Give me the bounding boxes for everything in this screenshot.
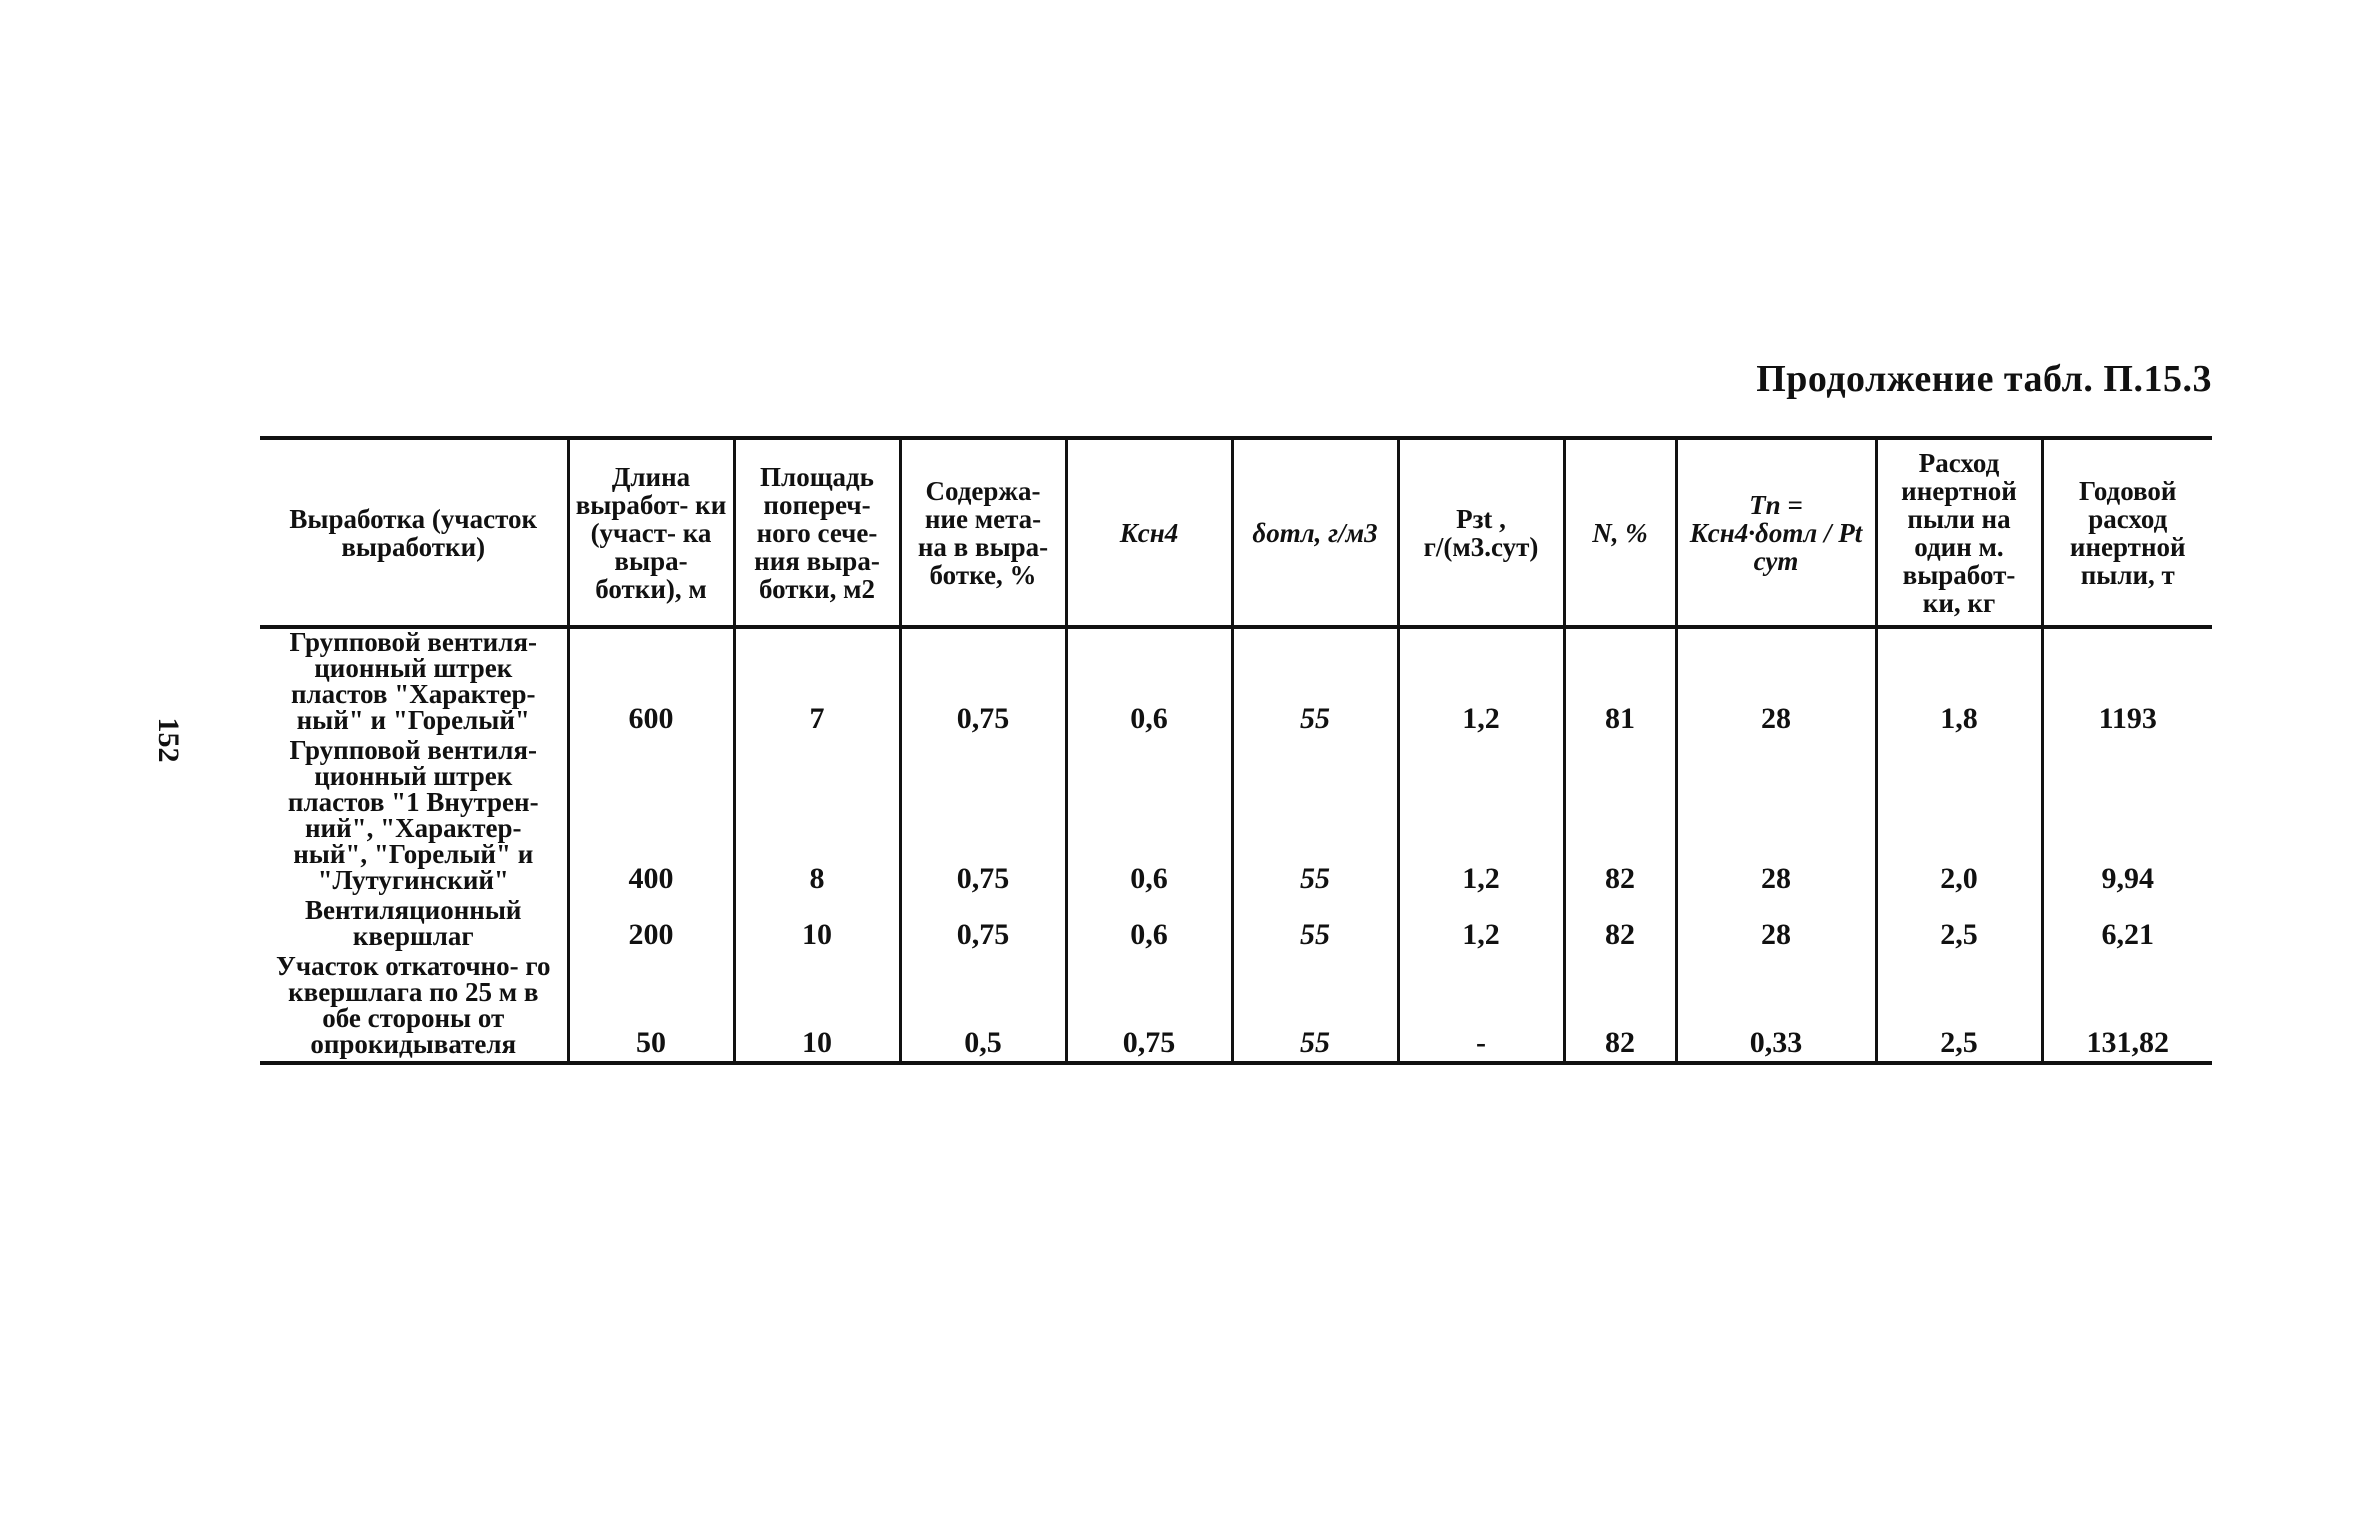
cell-n: 82: [1564, 737, 1676, 897]
cell-length: 200: [568, 897, 734, 953]
header-p: Pзt , г/(м3.сут): [1398, 438, 1564, 627]
cell-area: 7: [734, 627, 900, 737]
cell-rate: 2,5: [1876, 897, 2042, 953]
table-row: [260, 627, 2212, 737]
cell-t: 28: [1676, 897, 1876, 953]
cell-working: Групповой вентиля- ционный штрек пластов "Характер- ный" и "Горелый": [260, 627, 568, 737]
cell-methane: 0,5: [900, 953, 1066, 1063]
header-length: Длина выработ- ки (участ- ка выра- ботки), м: [568, 438, 734, 627]
cell-p: -: [1398, 953, 1564, 1063]
cell-t: 28: [1676, 737, 1876, 897]
cell-k: 0,6: [1066, 737, 1232, 897]
cell-rate: 1,8: [1876, 627, 2042, 737]
cell-working: Участок откаточно- го квершлага по 25 м в обе стороны от опрокидывателя: [260, 953, 568, 1063]
cell-annual: 9,94: [2042, 737, 2212, 897]
cell-k: 0,6: [1066, 627, 1232, 737]
header-k-ch4: Kсн4: [1066, 438, 1232, 627]
cell-p: 1,2: [1398, 737, 1564, 897]
cell-length: 50: [568, 953, 734, 1063]
cell-t: 28: [1676, 627, 1876, 737]
cell-length: 600: [568, 627, 734, 737]
header-row: [260, 438, 2212, 627]
cell-p: 1,2: [1398, 627, 1564, 737]
header-methane: Содержа- ние мета- на в выра- ботке, %: [900, 438, 1066, 627]
header-delta: δотл, г/м3: [1232, 438, 1398, 627]
cell-area: 10: [734, 897, 900, 953]
table-caption: Продолжение табл. П.15.3: [1756, 358, 2212, 400]
cell-annual: 131,82: [2042, 953, 2212, 1063]
cell-t: 0,33: [1676, 953, 1876, 1063]
cell-p: 1,2: [1398, 897, 1564, 953]
cell-delta: 55: [1232, 627, 1398, 737]
cell-n: 81: [1564, 627, 1676, 737]
header-t-formula: Tп = Kсн4·δотл / Pt сут: [1676, 438, 1876, 627]
cell-n: 82: [1564, 953, 1676, 1063]
cell-annual: 1193: [2042, 627, 2212, 737]
cell-k: 0,6: [1066, 897, 1232, 953]
cell-methane: 0,75: [900, 627, 1066, 737]
cell-working: Вентиляционный квершлаг: [260, 897, 568, 953]
header-n: N, %: [1564, 438, 1676, 627]
cell-area: 8: [734, 737, 900, 897]
header-area: Площадь попереч- ного сече- ния выра- ботки, м2: [734, 438, 900, 627]
table-row: [260, 953, 2212, 1063]
cell-rate: 2,0: [1876, 737, 2042, 897]
cell-methane: 0,75: [900, 897, 1066, 953]
cell-delta: 55: [1232, 737, 1398, 897]
header-dust-rate: Расход инертной пыли на один м. выработ- ки, кг: [1876, 438, 2042, 627]
cell-delta: 55: [1232, 953, 1398, 1063]
header-annual: Годовой расход инертной пыли, т: [2042, 438, 2212, 627]
table-row: [260, 737, 2212, 897]
cell-working: Групповой вентиля- ционный штрек пластов "1 Внутрен- ний", "Характер- ный", "Горелый" и "Лутугинский": [260, 737, 568, 897]
table-row: [260, 897, 2212, 953]
page-number: 152: [152, 717, 185, 763]
cell-length: 400: [568, 737, 734, 897]
cell-annual: 6,21: [2042, 897, 2212, 953]
cell-n: 82: [1564, 897, 1676, 953]
header-working: Выработка (участок выработки): [260, 438, 568, 627]
cell-k: 0,75: [1066, 953, 1232, 1063]
cell-methane: 0,75: [900, 737, 1066, 897]
cell-delta: 55: [1232, 897, 1398, 953]
cell-rate: 2,5: [1876, 953, 2042, 1063]
data-table: [260, 436, 2212, 1065]
cell-area: 10: [734, 953, 900, 1063]
